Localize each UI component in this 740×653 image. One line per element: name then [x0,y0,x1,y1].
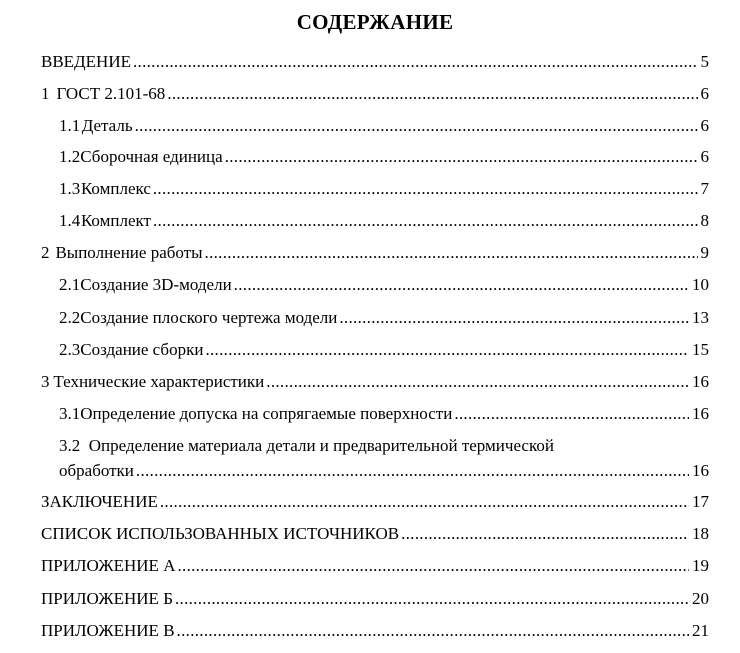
toc-entry-label: ПРИЛОЖЕНИЕ Б [41,589,173,608]
toc-entry-label: СПИСОК ИСПОЛЬЗОВАННЫХ ИСТОЧНИКОВ [41,524,400,543]
toc-entry-page: 7 [700,179,709,198]
toc-entry-page: 17 [692,492,709,511]
toc-entry-1-2[interactable] [59,147,709,167]
toc-entry-label: Комплект [80,211,151,230]
toc-entry-number: 3 [41,372,50,391]
toc-entry-label: Создание сборки [80,340,204,359]
toc-entry-1-3[interactable] [59,179,709,199]
toc-entry-label: ПРИЛОЖЕНИЕ А [41,556,176,575]
toc-entry-page: 8 [700,211,709,230]
toc-entry-label: Технические характеристики [53,372,265,391]
toc-entry-1[interactable] [41,84,709,104]
dot-leader [266,372,689,392]
dot-leader [234,275,689,295]
toc-entry-label: ПРИЛОЖЕНИЕ В [41,621,175,640]
toc-entry-label: Деталь [81,116,133,135]
toc-entry-page: 6 [700,84,709,103]
dot-leader [339,308,689,328]
toc-entry-3[interactable] [41,372,709,392]
toc-entry-2-2[interactable] [59,308,709,328]
toc-entry-page: 16 [692,461,709,480]
toc-entry-number: 1.1 [59,116,81,135]
toc-entry-appendix-a[interactable] [41,556,709,576]
toc-entry-page: 18 [692,524,709,543]
toc-entry-introduction[interactable] [41,52,709,72]
toc-entry-page: 15 [692,340,709,359]
dot-leader [160,492,689,512]
toc-entry-label: Определение допуска на сопрягаемые поверхности [80,404,453,423]
dot-leader [153,211,698,231]
toc-entry-references[interactable] [41,524,709,544]
toc-entry-page: 10 [692,275,709,294]
toc-entry-appendix-v[interactable] [41,621,709,641]
dot-leader [133,52,698,72]
toc-entry-number: 1.2 [59,147,81,166]
dot-leader [401,524,689,544]
toc-entry-label: ВВЕДЕНИЕ [41,52,131,71]
toc-entry-label-line1: Определение материала детали и предварительной термической [88,436,554,455]
toc-entry-number: 3.1 [59,404,81,423]
dot-leader [177,556,689,576]
toc-entry-label: ГОСТ 2.101-68 [56,84,166,103]
toc-entry-3-2[interactable] [59,433,709,483]
toc-entry-number: 1 [41,84,50,103]
toc-entry-page: 20 [692,589,709,608]
toc-entry-number: 1.4 [59,211,81,230]
toc-entry-3-1[interactable] [59,404,709,424]
toc-entry-label-line2: обработки [59,461,134,480]
dot-leader [153,179,698,199]
toc-entry-2-3[interactable] [59,340,709,360]
toc-entry-label: Выполнение работы [55,243,203,262]
toc-entry-page: 6 [700,147,709,166]
toc-entry-1-1[interactable] [59,116,709,136]
toc-entry-page: 19 [692,556,709,575]
toc-entry-label: Комплекс [80,179,151,198]
dot-leader [454,404,689,424]
dot-leader [205,243,698,263]
toc-entry-1-4[interactable] [59,211,709,231]
dot-leader [177,621,689,641]
toc-entry-number: 2.3 [59,340,81,359]
toc-entry-number: 2 [41,243,50,262]
dot-leader [135,116,698,136]
toc-entry-number: 1.3 [59,179,81,198]
page-title: СОДЕРЖАНИЕ [296,10,454,34]
toc-entry-page: 5 [700,52,709,71]
toc-entry-label: ЗАКЛЮЧЕНИЕ [41,492,158,511]
dot-leader [136,458,689,483]
dot-leader [205,340,689,360]
toc-entry-label: Сборочная единица [80,147,223,166]
dot-leader [175,589,689,609]
toc-entry-2[interactable] [41,243,709,263]
toc-entry-conclusion[interactable] [41,492,709,512]
toc-entry-page: 13 [692,308,709,327]
toc-entry-number: 2.1 [59,275,81,294]
toc-entry-number: 3.2 [59,436,81,455]
toc-entry-appendix-b[interactable] [41,589,709,609]
dot-leader [225,147,698,167]
toc-entry-page: 16 [692,372,709,391]
toc-entry-2-1[interactable] [59,275,709,295]
toc-entry-page: 6 [700,116,709,135]
dot-leader [167,84,697,104]
toc-entry-page: 9 [700,243,709,262]
toc-entry-number: 2.2 [59,308,81,327]
toc-entry-page: 16 [692,404,709,423]
toc-entry-page: 21 [692,621,709,640]
toc-entry-label: Создание 3D-модели [80,275,232,294]
toc-entry-label: Создание плоского чертежа модели [80,308,338,327]
